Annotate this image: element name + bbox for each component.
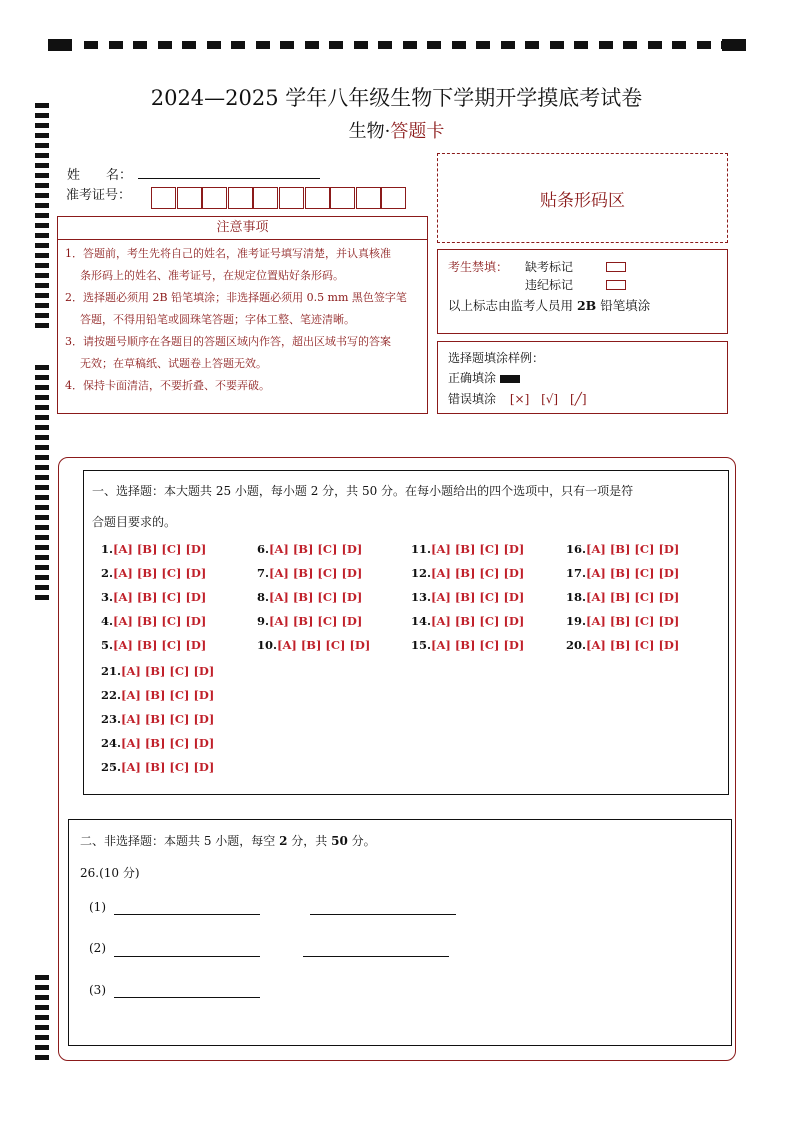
timing-mark bbox=[133, 41, 147, 49]
choice-question[interactable] bbox=[411, 566, 524, 580]
question-number: 2. bbox=[101, 566, 114, 580]
timing-mark bbox=[427, 41, 441, 49]
answer-options[interactable]: [A] [B] [C] [D] bbox=[586, 542, 680, 556]
timing-mark bbox=[354, 41, 368, 49]
notice-heading: 注意事项 bbox=[58, 217, 427, 240]
notice-item-1: 1．答题前，考生先将自己的姓名，准考证号填写清楚，并认真核准 条形码上的姓名、准考证号，在规定位置贴好条形码。 bbox=[65, 247, 391, 282]
timing-mark bbox=[35, 465, 49, 470]
timing-mark bbox=[84, 41, 98, 49]
section1-intro-line2: 合题目要求的。 bbox=[92, 515, 177, 529]
section2-intro: 二、非选择题：本题共 5 小题，每空 2 分，共 50 分。 bbox=[80, 834, 376, 848]
top-timing-marks bbox=[48, 38, 746, 52]
answer-options[interactable]: [A] [B] [C] [D] bbox=[269, 542, 363, 556]
absent-mark-box[interactable] bbox=[606, 262, 626, 272]
question-number: 10. bbox=[257, 638, 278, 652]
notice-item-3: 3．请按题号顺序在各题目的答题区域内作答，超出区域书写的答案 无效；在草稿纸、试题卷上答题无效。 bbox=[65, 335, 391, 370]
answer-options[interactable]: [A] [B] [C] [D] bbox=[113, 614, 207, 628]
question-number: 19. bbox=[566, 614, 587, 628]
answer-options[interactable]: [A] [B] [C] [D] bbox=[586, 566, 680, 580]
question-number: 15. bbox=[411, 638, 432, 652]
answer-options[interactable]: [A] [B] [C] [D] bbox=[121, 664, 215, 678]
id-label: 准考证号： bbox=[66, 188, 132, 203]
timing-mark bbox=[207, 41, 221, 49]
question-number: 6. bbox=[257, 542, 270, 556]
answer-options[interactable]: [A] [B] [C] [D] bbox=[121, 736, 215, 750]
answer-options[interactable]: [A] [B] [C] [D] bbox=[113, 542, 207, 556]
timing-mark bbox=[35, 153, 49, 158]
answer-options[interactable]: [A] [B] [C] [D] bbox=[431, 614, 525, 628]
timing-mark bbox=[109, 41, 123, 49]
timing-mark bbox=[35, 545, 49, 550]
timing-mark bbox=[35, 505, 49, 510]
timing-mark bbox=[35, 143, 49, 148]
timing-mark bbox=[48, 39, 72, 51]
timing-mark bbox=[623, 41, 637, 49]
timing-mark bbox=[35, 1055, 49, 1060]
timing-mark bbox=[35, 173, 49, 178]
forbidden-label: 考生禁填： bbox=[448, 260, 509, 274]
exam-title: 2024—2025 学年八年级生物下学期开学摸底考试卷 bbox=[150, 86, 643, 110]
timing-mark bbox=[648, 41, 662, 49]
question-number: 7. bbox=[257, 566, 270, 580]
answer-line-2b[interactable] bbox=[303, 956, 449, 957]
timing-mark bbox=[35, 475, 49, 480]
notice-item-2: 2．选择题必须用 2B 铅笔填涂；非选择题必须用 0.5 mm 黑色签字笔 答题，不得用铅笔或圆珠笔答题；字体工整、笔迹清晰。 bbox=[65, 291, 407, 326]
choice-question[interactable] bbox=[566, 566, 679, 580]
sample-label: 选择题填涂样例： bbox=[448, 351, 545, 365]
timing-mark bbox=[35, 203, 49, 208]
timing-mark bbox=[35, 995, 49, 1000]
violation-mark-label: 违纪标记 bbox=[525, 278, 574, 292]
timing-mark bbox=[35, 213, 49, 218]
violation-mark-box[interactable] bbox=[606, 280, 626, 290]
choice-question[interactable] bbox=[257, 542, 362, 556]
choice-question[interactable] bbox=[566, 590, 679, 604]
choice-question[interactable] bbox=[101, 688, 214, 702]
timing-mark bbox=[35, 293, 49, 298]
question-number: 8. bbox=[257, 590, 270, 604]
forbidden-box bbox=[437, 249, 728, 334]
name-label: 姓 名： bbox=[67, 168, 133, 183]
timing-mark bbox=[305, 41, 319, 49]
answer-options[interactable]: [A] [B] [C] [D] bbox=[586, 614, 680, 628]
question-number: 20. bbox=[566, 638, 587, 652]
timing-mark bbox=[35, 565, 49, 570]
question-number: 18. bbox=[566, 590, 587, 604]
answer-options[interactable]: [A] [B] [C] [D] bbox=[121, 712, 215, 726]
timing-mark bbox=[35, 435, 49, 440]
fill-sample-box bbox=[437, 341, 728, 414]
timing-mark bbox=[35, 495, 49, 500]
question-number: 1. bbox=[101, 542, 114, 556]
answer-options[interactable]: [A] [B] [C] [D] bbox=[113, 590, 207, 604]
choice-question[interactable] bbox=[411, 614, 524, 628]
timing-mark bbox=[35, 183, 49, 188]
choice-question[interactable] bbox=[411, 638, 524, 652]
timing-mark bbox=[35, 975, 49, 980]
correct-fill: 正确填涂 bbox=[448, 369, 520, 386]
timing-mark bbox=[35, 515, 49, 520]
timing-mark bbox=[550, 41, 564, 49]
timing-mark bbox=[35, 375, 49, 380]
timing-mark bbox=[35, 233, 49, 238]
timing-mark bbox=[158, 41, 172, 49]
timing-mark bbox=[35, 555, 49, 560]
timing-mark bbox=[35, 525, 49, 530]
choice-question[interactable] bbox=[101, 590, 206, 604]
timing-mark bbox=[35, 455, 49, 460]
answer-line-2a[interactable] bbox=[114, 956, 260, 957]
notice-box bbox=[57, 216, 428, 414]
timing-mark bbox=[452, 41, 466, 49]
id-digit-box[interactable] bbox=[253, 187, 278, 209]
question-number: 12. bbox=[411, 566, 432, 580]
timing-mark bbox=[35, 253, 49, 258]
choice-question[interactable] bbox=[566, 638, 679, 652]
barcode-area: 贴条形码区 bbox=[437, 153, 728, 243]
timing-mark bbox=[35, 1005, 49, 1010]
timing-mark bbox=[35, 575, 49, 580]
choice-question[interactable] bbox=[101, 712, 214, 726]
question-number: 5. bbox=[101, 638, 114, 652]
timing-mark bbox=[35, 535, 49, 540]
timing-mark bbox=[182, 41, 196, 49]
choice-question[interactable] bbox=[101, 638, 206, 652]
question-number: 23. bbox=[101, 712, 122, 726]
question-number: 25. bbox=[101, 760, 122, 774]
wrong-fill: 错误填涂 [×] [√] [╱] bbox=[448, 392, 587, 406]
section-free-response bbox=[68, 819, 732, 1046]
question-number: 17. bbox=[566, 566, 587, 580]
timing-mark bbox=[35, 1025, 49, 1030]
timing-mark bbox=[35, 425, 49, 430]
name-field[interactable] bbox=[138, 178, 320, 179]
timing-mark bbox=[256, 41, 270, 49]
answer-options[interactable]: [A] [B] [C] [D] bbox=[431, 542, 525, 556]
question-number: 14. bbox=[411, 614, 432, 628]
timing-mark bbox=[672, 41, 686, 49]
forbidden-note: 以上标志由监考人员用 2B 铅笔填涂 bbox=[448, 298, 651, 313]
choice-question[interactable] bbox=[101, 760, 214, 774]
choice-question[interactable] bbox=[101, 614, 206, 628]
timing-mark bbox=[35, 223, 49, 228]
question-number: 24. bbox=[101, 736, 122, 750]
timing-mark bbox=[35, 1045, 49, 1050]
answer-options[interactable]: [A] [B] [C] [D] bbox=[431, 566, 525, 580]
question-number: 21. bbox=[101, 664, 122, 678]
choice-question[interactable] bbox=[257, 590, 362, 604]
choice-question[interactable] bbox=[257, 614, 362, 628]
question-number: 22. bbox=[101, 688, 122, 702]
choice-question[interactable] bbox=[257, 638, 370, 652]
timing-mark bbox=[35, 395, 49, 400]
answer-line-1a[interactable] bbox=[114, 914, 260, 915]
side-timing-marks-lower bbox=[35, 975, 49, 1065]
timing-mark bbox=[476, 41, 490, 49]
choice-question[interactable] bbox=[566, 614, 679, 628]
id-digit-box[interactable] bbox=[330, 187, 355, 209]
timing-mark bbox=[35, 243, 49, 248]
filled-mark-icon bbox=[500, 375, 520, 383]
timing-mark bbox=[35, 1015, 49, 1020]
side-timing-marks-middle bbox=[35, 365, 49, 600]
timing-mark bbox=[35, 385, 49, 390]
timing-mark bbox=[35, 585, 49, 590]
question-26-label: 26.(10 分) bbox=[80, 866, 140, 880]
timing-mark bbox=[35, 415, 49, 420]
timing-mark bbox=[35, 283, 49, 288]
timing-mark bbox=[35, 365, 49, 370]
id-digit-box[interactable] bbox=[228, 187, 253, 209]
timing-mark bbox=[35, 163, 49, 168]
id-digit-box[interactable] bbox=[177, 187, 202, 209]
question-number: 16. bbox=[566, 542, 587, 556]
answer-options[interactable]: [A] [B] [C] [D] bbox=[113, 638, 207, 652]
part-3-label: (3) bbox=[89, 983, 106, 997]
id-digit-box[interactable] bbox=[356, 187, 381, 209]
timing-mark bbox=[231, 41, 245, 49]
answer-options[interactable]: [A] [B] [C] [D] bbox=[586, 590, 680, 604]
timing-mark bbox=[35, 263, 49, 268]
timing-mark bbox=[35, 303, 49, 308]
choice-question[interactable] bbox=[101, 736, 214, 750]
timing-mark bbox=[280, 41, 294, 49]
question-number: 13. bbox=[411, 590, 432, 604]
timing-mark bbox=[35, 405, 49, 410]
answer-line-1b[interactable] bbox=[310, 914, 456, 915]
choice-question[interactable] bbox=[411, 590, 524, 604]
timing-mark bbox=[35, 595, 49, 600]
choice-question[interactable] bbox=[101, 566, 206, 580]
id-digit-box[interactable] bbox=[202, 187, 227, 209]
section1-intro-line1: 一、选择题：本大题共 25 小题，每小题 2 分，共 50 分。在每小题给出的四个选项中，只有一项是符 bbox=[92, 484, 634, 498]
exam-subtitle: 生物·答题卡 bbox=[348, 121, 445, 142]
timing-mark bbox=[378, 41, 392, 49]
choice-question[interactable] bbox=[257, 566, 362, 580]
answer-options[interactable]: [A] [B] [C] [D] bbox=[431, 638, 525, 652]
answer-line-3a[interactable] bbox=[114, 997, 260, 998]
choice-question[interactable] bbox=[566, 542, 679, 556]
id-digit-box[interactable] bbox=[151, 187, 176, 209]
timing-mark bbox=[35, 273, 49, 278]
answer-options[interactable]: [A] [B] [C] [D] bbox=[431, 590, 525, 604]
answer-options[interactable]: [A] [B] [C] [D] bbox=[121, 688, 215, 702]
answer-options[interactable]: [A] [B] [C] [D] bbox=[269, 614, 363, 628]
question-number: 9. bbox=[257, 614, 270, 628]
timing-mark bbox=[722, 39, 746, 51]
answer-options[interactable]: [A] [B] [C] [D] bbox=[586, 638, 680, 652]
choice-question[interactable] bbox=[411, 542, 524, 556]
timing-mark bbox=[525, 41, 539, 49]
question-number: 3. bbox=[101, 590, 114, 604]
timing-mark bbox=[35, 323, 49, 328]
timing-mark bbox=[35, 445, 49, 450]
part-2-label: (2) bbox=[89, 941, 106, 955]
answer-options[interactable]: [A] [B] [C] [D] bbox=[113, 566, 207, 580]
timing-mark bbox=[329, 41, 343, 49]
timing-mark bbox=[35, 193, 49, 198]
question-number: 4. bbox=[101, 614, 114, 628]
part-1-label: (1) bbox=[89, 900, 106, 914]
id-digit-box[interactable] bbox=[305, 187, 330, 209]
timing-mark bbox=[599, 41, 613, 49]
notice-item-4: 4．保持卡面清洁，不要折叠、不要弄破。 bbox=[65, 379, 270, 392]
answer-options[interactable]: [A] [B] [C] [D] bbox=[277, 638, 371, 652]
answer-options[interactable]: [A] [B] [C] [D] bbox=[269, 590, 363, 604]
timing-mark bbox=[35, 485, 49, 490]
answer-options[interactable]: [A] [B] [C] [D] bbox=[269, 566, 363, 580]
choice-question[interactable] bbox=[101, 542, 206, 556]
timing-mark bbox=[403, 41, 417, 49]
timing-mark bbox=[35, 313, 49, 318]
timing-mark bbox=[697, 41, 711, 49]
id-digit-box[interactable] bbox=[381, 187, 406, 209]
absent-mark-label: 缺考标记 bbox=[525, 260, 574, 274]
question-number: 11. bbox=[411, 542, 432, 556]
choice-question[interactable] bbox=[101, 664, 214, 678]
timing-mark bbox=[35, 1035, 49, 1040]
timing-mark bbox=[35, 985, 49, 990]
timing-mark bbox=[574, 41, 588, 49]
answer-options[interactable]: [A] [B] [C] [D] bbox=[121, 760, 215, 774]
timing-mark bbox=[501, 41, 515, 49]
id-digit-box[interactable] bbox=[279, 187, 304, 209]
